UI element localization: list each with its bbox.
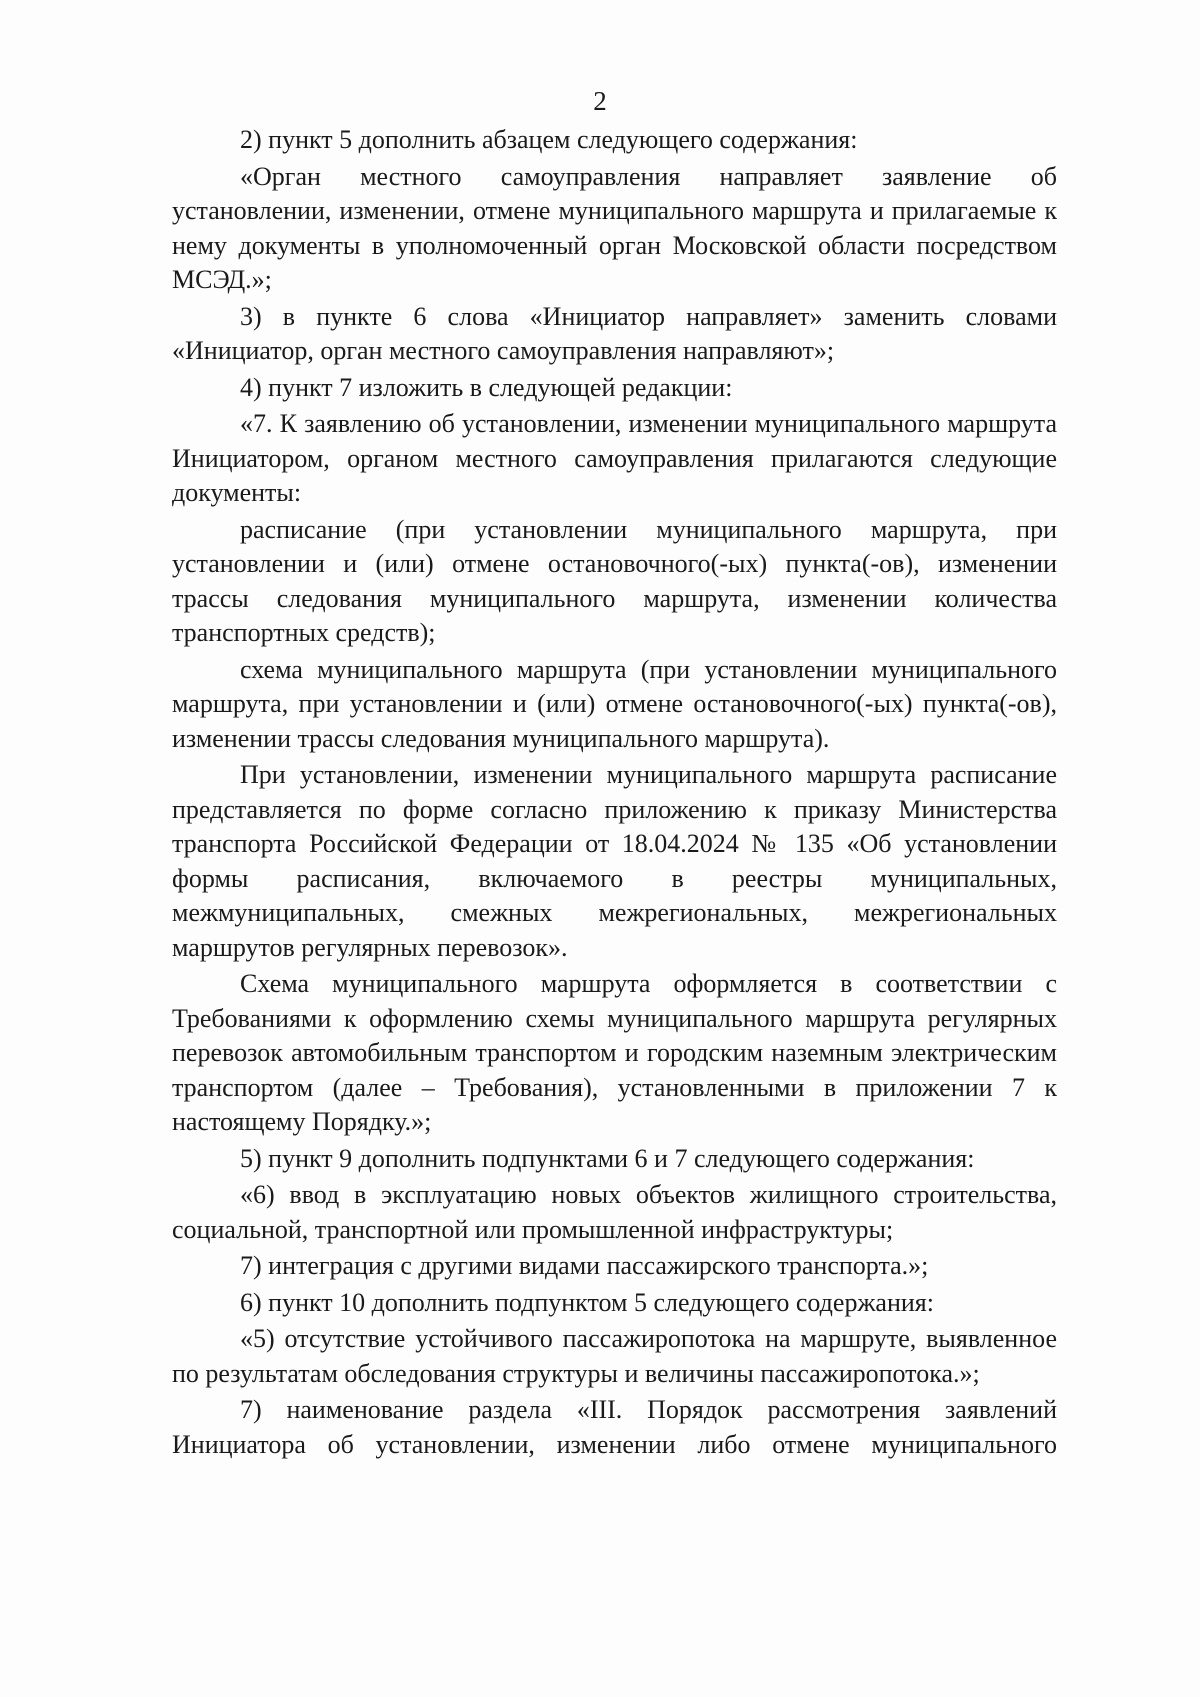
paragraph-point-7: «7. К заявлению об установлении, изменении муниципального маршрута Инициатором, органом местного самоуправления прилагаются следующие документы: xyxy=(172,409,1057,507)
paragraph-organ-msu: «Орган местного самоуправления направляет заявление об установлении, изменении, отмене муниципального маршрута и прилагаемые к нему документы в уполномоченный орган Московской области посредством МСЭД.»; xyxy=(172,161,1057,294)
paragraph-item-2: 2) пункт 5 дополнить абзацем следующего содержания: xyxy=(240,125,858,154)
paragraph-item-7: 7) наименование раздела «III. Порядок рассмотрения заявлений Инициатора об установлении, изменении либо отмене муниципального xyxy=(172,1395,1057,1459)
paragraph-subitem-5: «5) отсутствие устойчивого пассажиропотока на маршруте, выявленное по результатам обследования структуры и величины пассажиропотока.»; xyxy=(172,1324,1057,1388)
paragraph-schedule: расписание (при установлении муниципального маршрута, при установлении и (или) отмене остановочного(-ых) пункта(-ов), изменении трассы следования муниципального маршрута, изменении количества транспортных средств); xyxy=(172,514,1057,647)
document-body xyxy=(172,123,1057,1464)
paragraph-subitem-7: 7) интеграция с другими видами пассажирского транспорта.»; xyxy=(240,1251,929,1280)
paragraph-item-6: 6) пункт 10 дополнить подпунктом 5 следующего содержания: xyxy=(240,1287,934,1317)
paragraph-subitem-6: «6) ввод в эксплуатацию новых объектов жилищного строительства, социальной, транспортной или промышленной инфраструктуры; xyxy=(172,1180,1057,1244)
paragraph-item-4: 4) пункт 7 изложить в следующей редакции: xyxy=(240,372,733,402)
paragraph-item-5: 5) пункт 9 дополнить подпунктами 6 и 7 следующего содержания: xyxy=(240,1143,975,1173)
paragraph-schedule-form: При установлении, изменении муниципального маршрута расписание представляется по форме согласно приложению к приказу Министерства транспорта Российской Федерации от 18.04.2024 № 135 «Об установлении формы расписания, включаемого в реестры муниципальных, межмуниципальных, смежных межрегиональных, межрегиональных маршрутов регулярных перевозок». xyxy=(172,760,1057,962)
paragraph-item-3: 3) в пункте 6 слова «Инициатор направляет» заменить словами «Инициатор, орган местного самоуправления направляют»; xyxy=(172,301,1057,365)
paragraph-route-scheme: схема муниципального маршрута (при установлении муниципального маршрута, при установлении и (или) отмене остановочного(-ых) пункта(-ов), изменении трассы следования муниципального маршрута). xyxy=(172,654,1057,753)
paragraph-scheme-requirements: Схема муниципального маршрута оформляется в соответствии с Требованиями к оформлению схемы муниципального маршрута регулярных перевозок автомобильным транспортом и городским наземным электрическим транспортом (далее – Требования), установленными в приложении 7 к настоящему Порядку.»; xyxy=(172,969,1057,1136)
page-number: 2 xyxy=(593,86,607,116)
